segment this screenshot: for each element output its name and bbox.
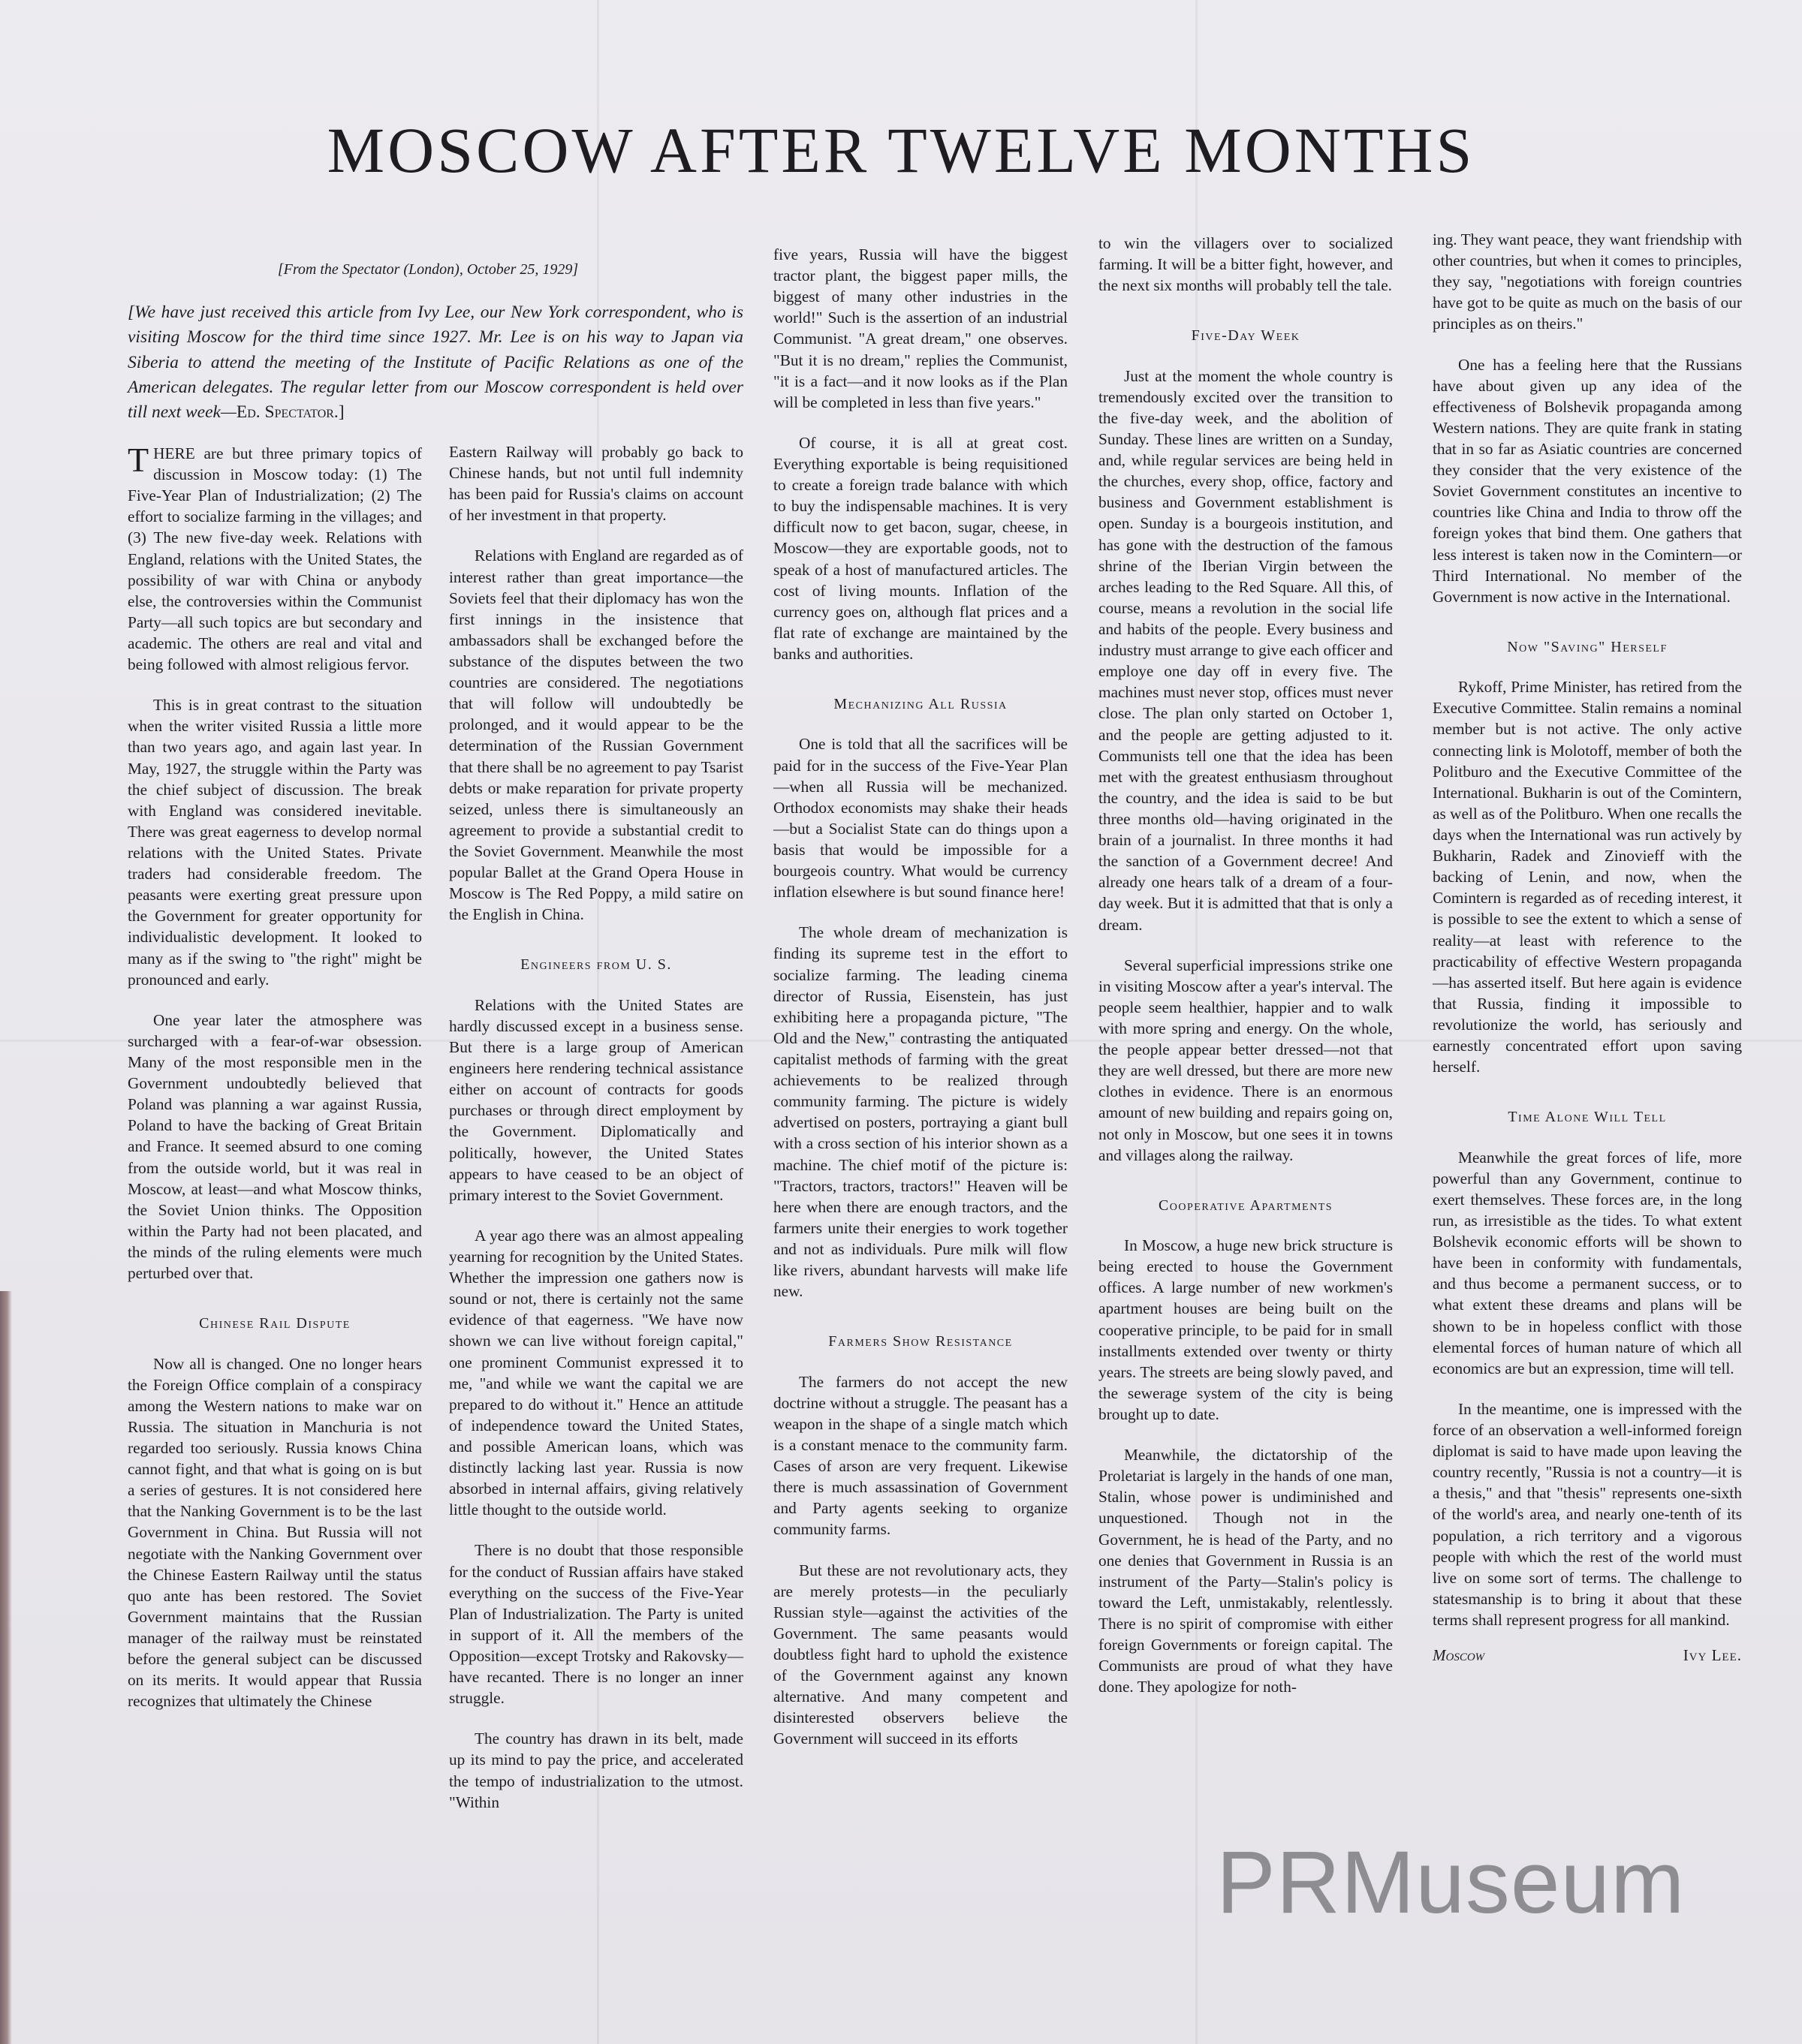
paragraph: five years, Russia will have the biggest tractor plant, the biggest paper mills, the biggest of many other industries in the world!" Such is the assertion of an industrial Communist. "A great dream," one observes. "But it is no dream," replies the Communist, "it is a fact—and it now looks as if the Plan will be completed in less than five years." — [773, 245, 1068, 411]
paragraph: Several superficial impressions strike one in visiting Moscow after a year's interval. The people seem healthier, happier and to walk with more spring and energy. On the whole, the people appear better dressed—not that they are well dressed, but there are more new clothes in evidence. There is an enormous amount of new building and repairs going on, not only in Moscow, but one sees it in towns and villages along the railway. — [1098, 956, 1393, 1164]
column-4 — [1098, 233, 1393, 1717]
section-heading: Chinese Rail Dispute — [199, 1315, 351, 1332]
section-heading: Farmers Show Resistance — [828, 1333, 1013, 1350]
column-1 — [128, 443, 422, 1731]
paragraph: Of course, it is all at great cost. Everything exportable is being requisitioned to create a foreign trade balance with which to buy the indispensable machines. It is very difficult now to get bacon, sugar, cheese, in Moscow—they are exportable goods, not to speak of a host of manufactured articles. The cost of living mounts. Inflation of the currency goes on, although flat prices and a flat rate of exchange are maintained by the banks and authorities. — [773, 433, 1068, 663]
paragraph: Meanwhile, the dictatorship of the Proletariat is largely in the hands of one man, Stalin, whose power is undiminished and unquestioned. Though not in the Government, he is head of the Party, and no one denies that Government in Russia is an instrument of the Party—Stalin's policy is toward the Left, unmistakably, relentlessly. There is no spirit of compromise with either foreign Governments or foreign capital. The Communists are proud of what they have done. They apologize for noth- — [1098, 1446, 1393, 1696]
page-edge-shadow — [0, 1291, 12, 2044]
paragraph: Relations with England are regarded as of interest rather than great importance—the Soviets feel that their diplomacy has won the first innings in the insistence that ambassadors shall be exchanged before the substance of the disputes between the two countries are considered. The negotiations that will follow will undoubtedly be prolonged, and it would appear to be the determination of the Russian Government that there shall be no agreement to pay Tsarist debts or make reparation for private property seized, unless there is simultaneously an agreement to provide a substantial credit to the Soviet Government. Meanwhile the most popular Ballet at the Grand Opera House in Moscow is The Red Poppy, a mild satire on the English in China. — [449, 546, 743, 924]
section-heading: Cooperative Apartments — [1158, 1197, 1333, 1214]
signature-line — [1433, 1645, 1742, 1666]
section-heading: Five-Day Week — [1191, 327, 1300, 345]
paragraph: Just at the moment the whole country is tremendously excited over the transition to the five-day week, and the abolition of Sunday. These lines are written on a Sunday, and, while regular services are being held in the churches, every shop, office, factory and business and Government establishment is open. Sunday is a bourgeois institution, and has gone with the destruction of the famous shrine of the Iberian Virgin between the arches leading to the Red Square. All this, of course, means a revolution in the social life and habits of the people. Every business and industry must arrange to give each officer and employe one day off in every five. The machines must never stop, offices must never close. The plan only started on October 1, and the people are getting adjusted to it. Communists tell one that the idea has been met with the greatest enthusiasm throughout the country, and the idea is said to be but three months old—having originated in the brain of a journalist. In three months it had the sanction of a Government decree! And already one hears talk of a dream of a four-day week. But it is admitted that that is only a dream. — [1098, 366, 1393, 934]
paragraph: Relations with the United States are hardly discussed except in a business sense. But there is a large group of American engineers here rendering technical assistance either on account of contracts for goods purchases or through direct employment by the Government. Diplomatically and politically, however, the United States appears to have ceased to be an object of primary interest to the Soviet Government. — [449, 995, 743, 1204]
paragraph: Meanwhile the great forces of life, more powerful than any Government, continue to exert themselves. These forces are, in the long run, as irresistible as the tides. To what extent Bolshevik economic efforts will be shown to have been in conformity with fundamentals, and thus become a permanent success, or to what extent these dreams and plans will be shown to be in hopeless conflict with those elemental forces of human nature of which all economics are but an expression, time will tell. — [1433, 1148, 1742, 1377]
section-heading: Now "Saving" Herself — [1507, 638, 1668, 655]
paragraph: Now all is changed. One no longer hears the Foreign Office complain of a conspiracy among the Western nations to make war on Russia. The situation in Manchuria is not regarded too seriously. Russia knows China cannot fight, and that what is going on is but a series of gestures. It is not considered here that the Nanking Government is to be the last Government in China. But Russia will not negotiate with the Nanking Government over the Chinese Eastern Railway until the status quo ante has been restored. The Soviet Government maintains that the Russian manager of the railway must be reinstated before the general subject can be discussed on its merits. It would appear that Russia recognizes that ultimately the Chinese — [128, 1354, 422, 1711]
paragraph: Eastern Railway will probably go back to Chinese hands, but not until full indemnity has been paid for Russia's claims on account of her investment in that property. — [449, 443, 743, 525]
column-3 — [773, 244, 1068, 1769]
paragraph: The farmers do not accept the new doctrine without a struggle. The peasant has a weapon in the shape of a single match which is a constant menace to the community farm. Cases of arson are very frequent. Likewise there is much assassination of Government and Party agents seeking to organize community farms. — [773, 1372, 1068, 1539]
column-2 — [449, 278, 743, 1832]
paragraph: The whole dream of mechanization is finding its supreme test in the effort to socialize farming. The leading cinema director of Russia, Eisenstein, has just exhibiting here a propaganda picture, "The Old and the New," contrasting the antiquated capitalist methods of farming with the great achievements to be realized through community farming. The picture is widely advertised on posters, portraying a giant bull with a cross section of his interior shown as a machine. The chief motif of the picture is: "Tractors, tractors, tractors!" Heaven will be here when there are enough tractors, and the farmers unite their energies to work together and not as individuals. Pure milk will flow like rivers, abundant harvests will make life new. — [773, 923, 1068, 1301]
paragraph — [128, 443, 422, 675]
section-heading: Engineers from U. S. — [520, 956, 672, 974]
drop-cap: T — [128, 441, 149, 479]
author-signature: Ivy Lee. — [1683, 1646, 1742, 1665]
article-source-line: [From the Spectator (London), October 25, 1929] — [277, 261, 579, 278]
paragraph: ing. They want peace, they want friendship with other countries, but when it comes to principles, they say, "negotiations with foreign countries have got to be quite as much on the basis of our principles as on theirs." — [1433, 230, 1742, 333]
paragraph: In Moscow, a huge new brick structure is being erected to house the Government offices. A large number of new workmen's apartment houses are being built on the cooperative principle, to be paid for in small installments extended over twenty or thirty years. The streets are being slowly paved, and the sewerage system of the city is being brought up to date. — [1098, 1236, 1393, 1424]
paragraph: This is in great contrast to the situation when the writer visited Russia a little more than two years ago, and again last year. In May, 1927, the struggle within the Party was the chief subject of discussion. The break with England was considered inevitable. There was great eagerness to develop normal relations with the United States. Private traders had considerable freedom. The peasants were exerting great pressure upon the Government for greater opportunity for individualistic development. It looked to many as if the swing to "the right" might be pronounced and early. — [128, 696, 422, 989]
editor-signature: Ed. Spectator.] — [236, 402, 345, 423]
paragraph: One year later the atmosphere was surcharged with a fear-of-war obsession. Many of the most responsible men in the Government undoubtedly believed that Poland was planning a war against Russia, Poland to have the backing of Great Britain and France. It seemed absurd to one coming from the outside world, but it was real in Moscow, at least—and what Moscow thinks, the Soviet Union thinks. The Opposition within the Party had not been placated, and the minds of the ruling elements were much perturbed over that. — [128, 1010, 422, 1283]
column-5 — [1433, 229, 1742, 1666]
dateline-place: Moscow — [1433, 1646, 1485, 1665]
paragraph: A year ago there was an almost appealing yearning for recognition by the United States. Whether the impression one gathers now is sound or not, there is certainly not the same evidence of that eagerness. "We have now shown we can live without foreign capital," one prominent Communist expressed it to me, "and while we want the capital we are prepared to do without it." Hence an attitude of independence toward the United States, and possible American loans, which was distinctly lacking last year. Russia is now absorbed in internal affairs, giving relatively little thought to the outside world. — [449, 1226, 743, 1519]
paragraph: Rykoff, Prime Minister, has retired from the Executive Committee. Stalin remains a nominal member but is not active. The only active connecting link is Molotoff, member of both the Politburo and the Executive Committee of the International. Bukharin is out of the Comintern, as well as of the Politburo. When one recalls the days when the International was run actively by Bukharin, Radek and Zinovieff with the backing of Lenin, and now, when the Comintern is regarded as of receding interest, it is possible to see the extent to which a sense of reality—at least with reference to the practicability of effective Western propaganda—has asserted itself. But here again is evidence that Russia, finding it impossible to revolutionize the world, has seriously and earnestly concentrated effort upon saving herself. — [1433, 678, 1742, 1076]
section-heading: Time Alone Will Tell — [1508, 1109, 1667, 1126]
paragraph: to win the villagers over to socialized farming. It will be a bitter fight, however, and the next six months will probably tell the tale. — [1098, 234, 1393, 295]
paragraph: There is no doubt that those responsible for the conduct of Russian affairs have staked everything on the success of the Five-Year Plan of Industrialization. The Party is united in support of it. All the members of the Opposition—except Trotsky and Rakovsky—have recanted. There is no longer an inner struggle. — [449, 1541, 743, 1708]
paragraph: The country has drawn in its belt, made up its mind to pay the price, and accelerated the tempo of industrialization to the utmost. "Within — [449, 1729, 743, 1811]
watermark: PRMuseum — [1216, 1833, 1686, 1932]
paragraph: One is told that all the sacrifices will be paid for in the success of the Five-Year Plan—when all Russia will be mechanized. Orthodox economists may shake their heads—but a Socialist State can do things upon a basis that would be impossible for a bourgeois country. What would be currency inflation elsewhere is but sound finance here! — [773, 735, 1068, 902]
paragraph: In the meantime, one is impressed with the force of an observation a well-informed foreign diplomat is said to have made upon leaving the country recently, "Russia is not a country—it is a thesis," and that "thesis" represents one-sixth of the world's area, and nearly one-tenth of its population, a rich territory and a vigorous people with which the rest of the world must live on some sort of terms. The challenge to statesmanship is to bring it about that these terms shall represent progress for all mankind. — [1433, 1399, 1742, 1630]
paragraph: One has a feeling here that the Russians have about given up any idea of the effectiveness of Bolshevik propaganda among Western nations. They are quite frank in stating that in so far as Asiatic countries are concerned they consider that the very existence of the Soviet Government constitutes an incentive to countries like China and India to throw off the foreign yokes that bind them. One gathers that less interest is taken now in the Comintern—or Third International. No member of the Government is now active in the International. — [1433, 355, 1742, 606]
paragraph: But these are not revolutionary acts, they are merely protests—in the peculiarly Russian style—against the activities of the Government. The same peasants would doubtless fight hard to uphold the existence of the Government against any known alternative. And many competent and disinterested observers believe the Government will succeed in its efforts — [773, 1561, 1068, 1748]
article-title: MOSCOW AFTER TWELVE MONTHS — [327, 114, 1475, 186]
editor-note-text: [We have just received this article from Ivy Lee, our New York correspondent, who is visiting Moscow for the third time since 1927. Mr. Lee is on his way to Japan via Siberia to attend the meeting of the Institute of Pacific Relations as one of the American delegates. The regular letter from our Moscow correspondent is held over till next week— — [128, 303, 743, 423]
section-heading: Mechanizing All Russia — [833, 696, 1008, 713]
paragraph-text: HERE are but three primary topics of discussion in Moscow today: (1) The Five-Year Plan of Industrialization; (2) The effort to socialize farming in the villages; and (3) The new five-day week. Relations with England, relations with the United States, the possibility of war with China or anybody else, the controversies within the Communist Party—all such topics are but secondary and academic. The others are real and vital and being followed with almost religious fervor. — [128, 444, 422, 674]
